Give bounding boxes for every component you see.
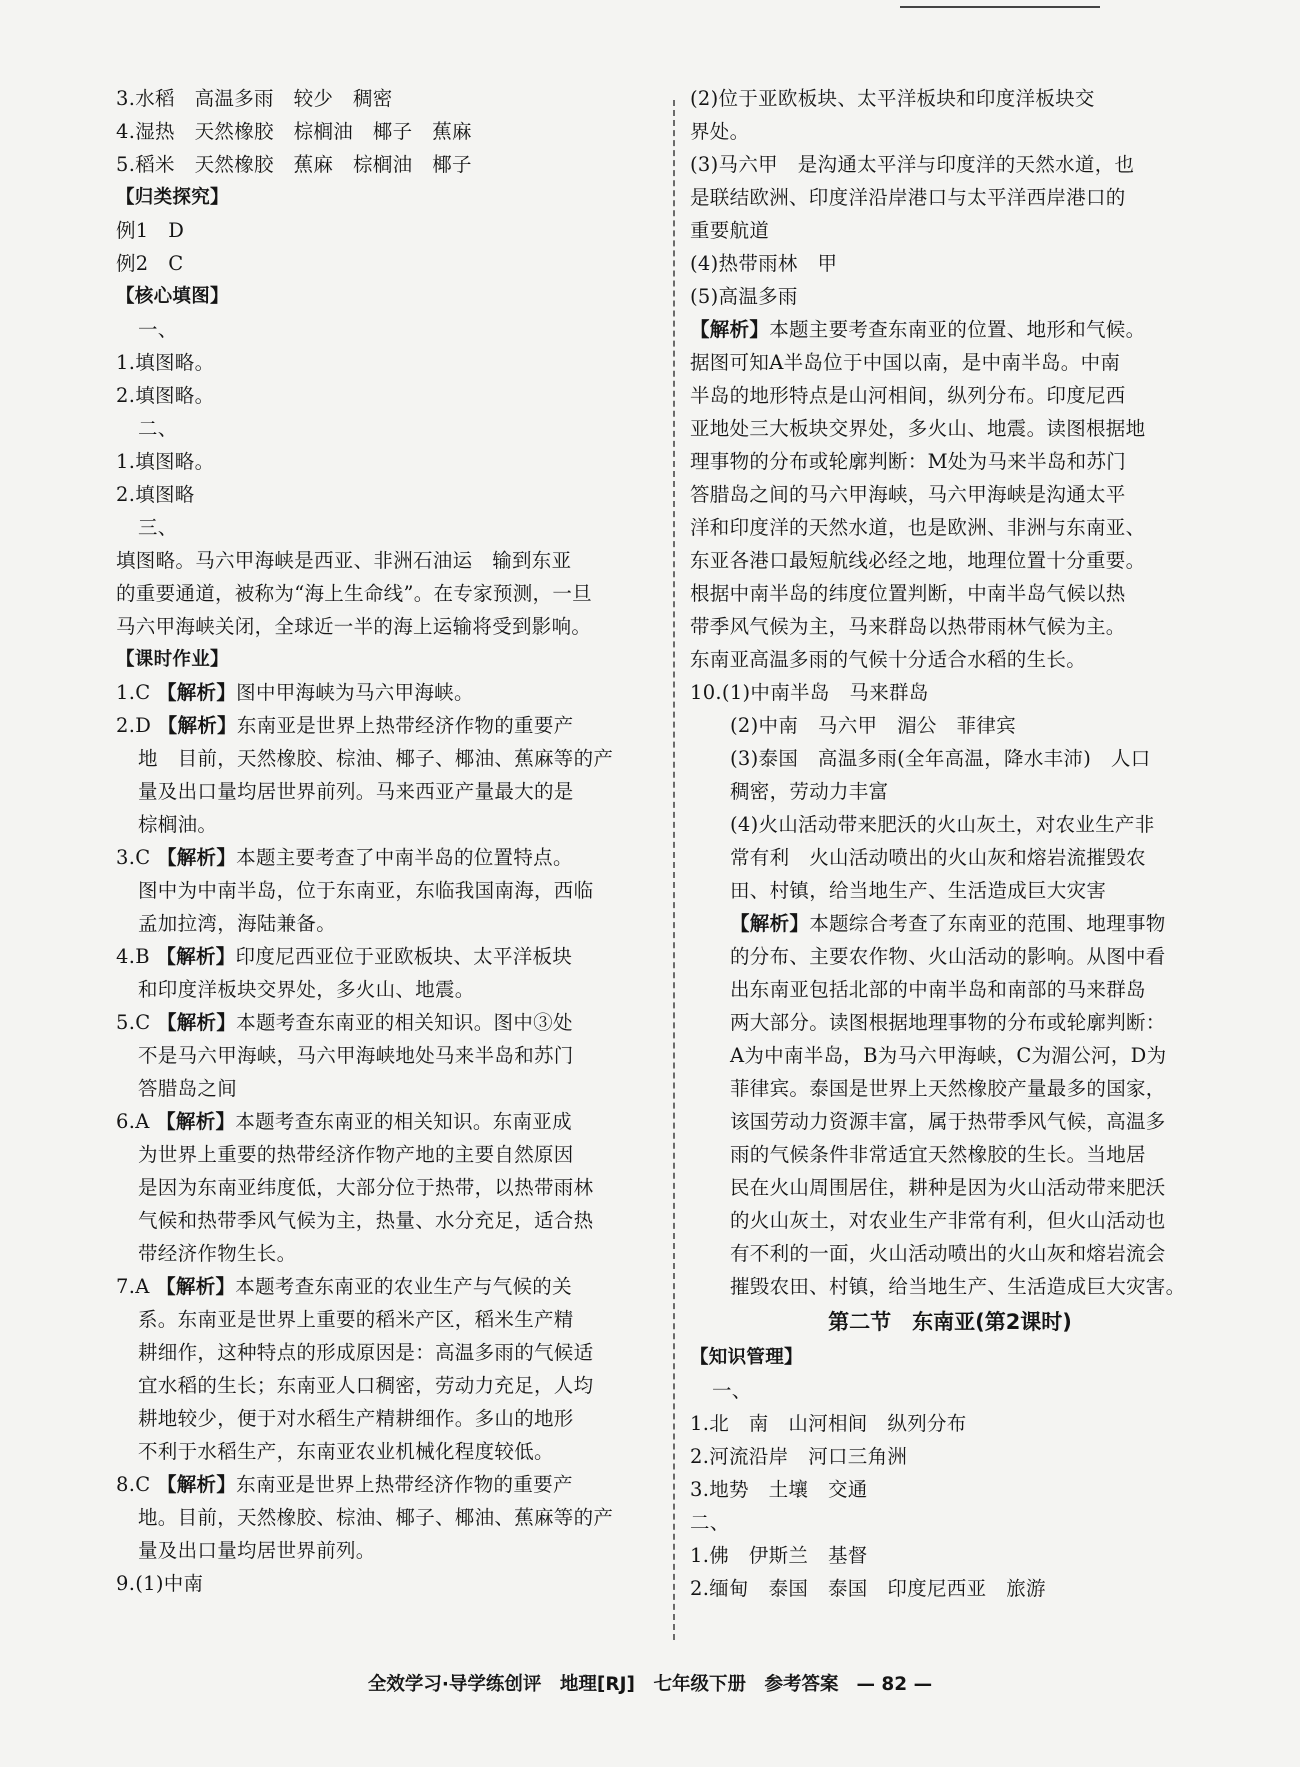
- analysis-tag: 【解析】: [156, 1011, 237, 1034]
- analysis-tag: 【解析】: [157, 714, 237, 737]
- answer-line: [690, 1237, 1210, 1270]
- answer-line: [116, 1303, 656, 1336]
- line-text: 例1 D: [116, 219, 185, 242]
- question-number: 4.B: [116, 945, 150, 968]
- line-text: 本题考查东南亚的农业生产与气候的关: [235, 1275, 572, 1298]
- analysis-tag: 【解析】: [156, 1473, 237, 1496]
- line-text: 图中甲海峡为马六甲海峡。: [236, 681, 474, 704]
- line-text: 一、: [138, 318, 178, 341]
- line-text: 答腊岛之间: [138, 1077, 238, 1100]
- line-text: 系。东南亚是世界上重要的稻米产区，稻米生产精: [138, 1308, 574, 1331]
- answer-line: [690, 1006, 1210, 1039]
- line-text: 该国劳动力资源丰富，属于热带季风气候，高温多: [730, 1110, 1166, 1133]
- answer-line: [116, 1204, 656, 1237]
- line-text: 东南亚高温多雨的气候十分适合水稻的生长。: [690, 648, 1087, 671]
- page-number: — 82 —: [856, 1674, 933, 1695]
- answer-line: [690, 1105, 1210, 1138]
- answer-line: [116, 478, 656, 511]
- analysis-tag: 【解析】: [156, 945, 236, 968]
- answer-line: [116, 808, 656, 841]
- line-text: 民在火山周围居住，耕种是因为火山活动带来肥沃: [730, 1176, 1166, 1199]
- answer-line: [116, 1402, 656, 1435]
- line-text: 半岛的地形特点是山河相间，纵列分布。印度尼西: [690, 384, 1126, 407]
- answer-line: [690, 676, 1210, 709]
- line-text: 3.水稻 高温多雨 较少 稠密: [116, 87, 393, 110]
- line-text: 洋和印度洋的天然水道，也是欧洲、非洲与东南亚、: [690, 516, 1146, 539]
- answer-line: [690, 1171, 1210, 1204]
- answer-line: [116, 742, 656, 775]
- line-text: 【课时作业】: [116, 649, 229, 670]
- answer-line: [116, 412, 656, 445]
- footer-text: 全效学习·导学练创评 地理[RJ] 七年级下册 参考答案: [367, 1674, 839, 1695]
- line-text: 孟加拉湾，海陆兼备。: [138, 912, 337, 935]
- answer-line: [116, 907, 656, 940]
- analysis-tag: 【解析】: [730, 912, 810, 935]
- answer-line: [116, 1072, 656, 1105]
- section-title: [690, 1303, 1210, 1341]
- line-text: 填图略。马六甲海峡是西亚、非洲石油运 输到东亚: [116, 549, 572, 572]
- answer-line: [690, 1039, 1210, 1072]
- line-text: 图中为中南半岛，位于东南亚，东临我国南海，西临: [138, 879, 594, 902]
- line-text: 第二节 东南亚(第2课时): [828, 1310, 1072, 1334]
- line-text: 【核心填图】: [116, 286, 229, 307]
- answer-line: [690, 346, 1210, 379]
- answer-line: [116, 247, 656, 280]
- line-text: 二、: [138, 417, 178, 440]
- answer-line: [690, 148, 1210, 181]
- line-text: 本题主要考查东南亚的位置、地形和气候。: [769, 318, 1146, 341]
- page-footer: [0, 1670, 1300, 1696]
- line-text: 地。目前，天然橡胶、棕油、椰子、椰油、蕉麻等的产: [138, 1506, 614, 1529]
- answer-line: [690, 874, 1210, 907]
- question-number: 6.A: [116, 1110, 150, 1133]
- line-text: 2.河流沿岸 河口三角洲: [690, 1445, 908, 1468]
- line-text: 不利于水稻生产，东南亚农业机械化程度较低。: [138, 1440, 554, 1463]
- answer-line: [116, 1567, 656, 1600]
- line-text: 量及出口量均居世界前列。: [138, 1539, 376, 1562]
- line-text: 田、村镇，给当地生产、生活造成巨大灾害: [730, 879, 1107, 902]
- answer-line: [116, 82, 656, 115]
- answer-line: [690, 1506, 1210, 1539]
- answer-line: [116, 1237, 656, 1270]
- answer-line: [690, 1374, 1210, 1407]
- line-text: 常有利 火山活动喷出的火山灰和熔岩流摧毁农: [730, 846, 1146, 869]
- answer-line: [690, 775, 1210, 808]
- question-number: 3.C: [116, 846, 151, 869]
- answer-line: [116, 313, 656, 346]
- answer-line: [690, 940, 1210, 973]
- answer-line: [690, 478, 1210, 511]
- answer-line: [690, 1072, 1210, 1105]
- line-text: 地 目前，天然橡胶、棕油、椰子、椰油、蕉麻等的产: [138, 747, 614, 770]
- line-text: 5.稻米 天然橡胶 蕉麻 棕榈油 椰子: [116, 153, 472, 176]
- answer-line: [116, 973, 656, 1006]
- answer-line: [690, 412, 1210, 445]
- line-text: A为中南半岛，B为马六甲海峡，C为湄公河，D为: [730, 1044, 1167, 1067]
- line-text: 界处。: [690, 120, 750, 143]
- line-text: 4.湿热 天然橡胶 棕榈油 椰子 蕉麻: [116, 120, 472, 143]
- line-text: 三、: [138, 516, 178, 539]
- line-text: 有不利的一面，火山活动喷出的火山灰和熔岩流会: [730, 1242, 1166, 1265]
- answer-line: [116, 1369, 656, 1402]
- section-heading: [116, 643, 656, 676]
- answer-line: [690, 247, 1210, 280]
- line-text: (3)泰国 高温多雨(全年高温，降水丰沛) 人口: [730, 747, 1151, 770]
- analysis-tag: 【解析】: [156, 846, 237, 869]
- analysis-tag: 【解析】: [690, 318, 770, 341]
- line-text: 棕榈油。: [138, 813, 218, 836]
- answer-line: [690, 115, 1210, 148]
- answer-line: [690, 280, 1210, 313]
- line-text: 马六甲海峡关闭，全球近一半的海上运输将受到影响。: [116, 615, 592, 638]
- line-text: 【知识管理】: [690, 1347, 803, 1368]
- line-text: 印度尼西亚位于亚欧板块、太平洋板块: [235, 945, 573, 968]
- line-text: (2)位于亚欧板块、太平洋板块和印度洋板块交: [690, 87, 1095, 110]
- answer-line: [116, 445, 656, 478]
- answer-line: [690, 1572, 1210, 1605]
- section-heading: [116, 181, 656, 214]
- line-text: 本题综合考查了东南亚的范围、地理事物: [809, 912, 1166, 935]
- answer-line: [690, 544, 1210, 577]
- top-edge-mark: [900, 6, 1100, 8]
- answer-line: [690, 1270, 1210, 1303]
- line-text: (2)中南 马六甲 湄公 菲律宾: [730, 714, 1016, 737]
- line-text: 的重要通道，被称为“海上生命线”。在专家预测，一旦: [116, 582, 592, 605]
- line-text: 菲律宾。泰国是世界上天然橡胶产量最多的国家，: [730, 1077, 1166, 1100]
- answer-line: [116, 610, 656, 643]
- question-number: 5.C: [116, 1011, 151, 1034]
- line-text: 雨的气候条件非常适宜天然橡胶的生长。当地居: [730, 1143, 1146, 1166]
- answer-line: [690, 511, 1210, 544]
- answer-line: [116, 1006, 656, 1039]
- answer-line: [690, 1138, 1210, 1171]
- answer-line: [690, 973, 1210, 1006]
- line-text: 为世界上重要的热带经济作物产地的主要自然原因: [138, 1143, 574, 1166]
- line-text: 带季风气候为主，马来群岛以热带雨林气候为主。: [690, 615, 1126, 638]
- line-text: 气候和热带季风气候为主，热量、水分充足，适合热: [138, 1209, 594, 1232]
- answer-line: [690, 445, 1210, 478]
- answer-line: [690, 1539, 1210, 1572]
- analysis-tag: 【解析】: [156, 1110, 236, 1133]
- line-text: 和印度洋板块交界处，多火山、地震。: [138, 978, 475, 1001]
- line-text: 宜水稻的生长；东南亚人口稠密，劳动力充足，人均: [138, 1374, 594, 1397]
- line-text: 的火山灰土，对农业生产非常有利，但火山活动也: [730, 1209, 1166, 1232]
- line-text: 1.填图略。: [116, 450, 215, 473]
- line-text: 量及出口量均居世界前列。马来西亚产量最大的是: [138, 780, 574, 803]
- line-text: 耕地较少，便于对水稻生产精耕细作。多山的地形: [138, 1407, 574, 1430]
- line-text: 东南亚是世界上热带经济作物的重要产: [236, 714, 574, 737]
- line-text: 带经济作物生长。: [138, 1242, 297, 1265]
- line-text: 是因为东南亚纬度低，大部分位于热带，以热带雨林: [138, 1176, 594, 1199]
- line-text: 【归类探究】: [116, 187, 229, 208]
- column-divider: [673, 100, 675, 1640]
- answer-line: [116, 1039, 656, 1072]
- answer-line: [690, 577, 1210, 610]
- line-text: 1.填图略。: [116, 351, 215, 374]
- answer-line: [116, 775, 656, 808]
- answer-line: [116, 1336, 656, 1369]
- answer-line: [116, 1468, 656, 1501]
- answer-line: [690, 1407, 1210, 1440]
- section-heading: [116, 280, 656, 313]
- line-text: 二、: [690, 1511, 730, 1534]
- line-text: (4)火山活动带来肥沃的火山灰土，对农业生产非: [730, 813, 1155, 836]
- line-text: 本题主要考查了中南半岛的位置特点。: [236, 846, 573, 869]
- answer-line: [116, 1105, 656, 1138]
- answer-line: [690, 1473, 1210, 1506]
- answer-line: [116, 1270, 656, 1303]
- answer-line: [690, 313, 1210, 346]
- answer-line: [116, 511, 656, 544]
- line-text: 根据中南半岛的纬度位置判断，中南半岛气候以热: [690, 582, 1126, 605]
- question-number: 2.D: [116, 714, 152, 737]
- answer-line: [116, 1501, 656, 1534]
- answer-line: [690, 643, 1210, 676]
- line-text: 2.填图略。: [116, 384, 215, 407]
- answer-line: [690, 1440, 1210, 1473]
- line-text: 1.北 南 山河相间 纵列分布: [690, 1412, 967, 1435]
- left-column: [116, 82, 656, 1600]
- answer-line: [116, 676, 656, 709]
- line-text: 答腊岛之间的马六甲海峡，马六甲海峡是沟通太平: [690, 483, 1126, 506]
- answer-line: [116, 1534, 656, 1567]
- answer-line: [690, 379, 1210, 412]
- line-text: (5)高温多雨: [690, 285, 798, 308]
- answer-line: [690, 841, 1210, 874]
- line-text: (3)马六甲 是沟通太平洋与印度洋的天然水道，也: [690, 153, 1135, 176]
- line-text: 理事物的分布或轮廓判断：M处为马来半岛和苏门: [690, 450, 1127, 473]
- answer-line: [116, 1138, 656, 1171]
- line-text: 亚地处三大板块交界处，多火山、地震。读图根据地: [690, 417, 1146, 440]
- question-number: 1.C: [116, 681, 151, 704]
- line-text: 两大部分。读图根据地理事物的分布或轮廓判断：: [730, 1011, 1166, 1034]
- answer-line: [690, 742, 1210, 775]
- answer-line: [690, 907, 1210, 940]
- line-text: 9.(1)中南: [116, 1572, 204, 1595]
- line-text: 是联结欧洲、印度洋沿岸港口与太平洋西岸港口的: [690, 186, 1126, 209]
- answer-line: [690, 181, 1210, 214]
- line-text: 2.填图略: [116, 483, 195, 506]
- answer-line: [690, 610, 1210, 643]
- line-text: 摧毁农田、村镇，给当地生产、生活造成巨大灾害。: [730, 1275, 1186, 1298]
- answer-line: [690, 214, 1210, 247]
- answer-line: [116, 1171, 656, 1204]
- answer-line: [116, 874, 656, 907]
- line-text: 重要航道: [690, 219, 770, 242]
- answer-line: [116, 577, 656, 610]
- answer-line: [690, 709, 1210, 742]
- line-text: 的分布、主要农作物、火山活动的影响。从图中看: [730, 945, 1166, 968]
- answer-line: [116, 115, 656, 148]
- answer-line: [116, 940, 656, 973]
- line-text: 3.地势 土壤 交通: [690, 1478, 868, 1501]
- answer-line: [116, 379, 656, 412]
- answer-line: [690, 1204, 1210, 1237]
- analysis-tag: 【解析】: [156, 681, 237, 704]
- line-text: (4)热带雨林 甲: [690, 252, 838, 275]
- line-text: 本题考查东南亚的相关知识。东南亚成: [235, 1110, 572, 1133]
- line-text: 稠密，劳动力丰富: [730, 780, 889, 803]
- question-number: 8.C: [116, 1473, 151, 1496]
- answer-line: [116, 214, 656, 247]
- line-text: 例2 C: [116, 252, 184, 275]
- analysis-tag: 【解析】: [156, 1275, 236, 1298]
- line-text: 10.(1)中南半岛 马来群岛: [690, 681, 929, 704]
- line-text: 东南亚是世界上热带经济作物的重要产: [236, 1473, 573, 1496]
- right-column: [690, 82, 1210, 1605]
- answer-line: [690, 82, 1210, 115]
- line-text: 耕细作，这种特点的形成原因是：高温多雨的气候适: [138, 1341, 594, 1364]
- line-text: 一、: [712, 1379, 752, 1402]
- line-text: 1.佛 伊斯兰 基督: [690, 1544, 868, 1567]
- line-text: 不是马六甲海峡，马六甲海峡地处马来半岛和苏门: [138, 1044, 574, 1067]
- line-text: 本题考查东南亚的相关知识。图中③处: [236, 1011, 573, 1034]
- line-text: 东亚各港口最短航线必经之地，地理位置十分重要。: [690, 549, 1146, 572]
- line-text: 2.缅甸 泰国 泰国 印度尼西亚 旅游: [690, 1577, 1046, 1600]
- question-number: 7.A: [116, 1275, 150, 1298]
- answer-line: [116, 544, 656, 577]
- answer-line: [116, 148, 656, 181]
- answer-line: [116, 346, 656, 379]
- answer-line: [116, 841, 656, 874]
- section-heading: [690, 1341, 1210, 1374]
- answer-line: [116, 1435, 656, 1468]
- answer-line: [690, 808, 1210, 841]
- answer-line: [116, 709, 656, 742]
- line-text: 据图可知A半岛位于中国以南，是中南半岛。中南: [690, 351, 1121, 374]
- line-text: 出东南亚包括北部的中南半岛和南部的马来群岛: [730, 978, 1146, 1001]
